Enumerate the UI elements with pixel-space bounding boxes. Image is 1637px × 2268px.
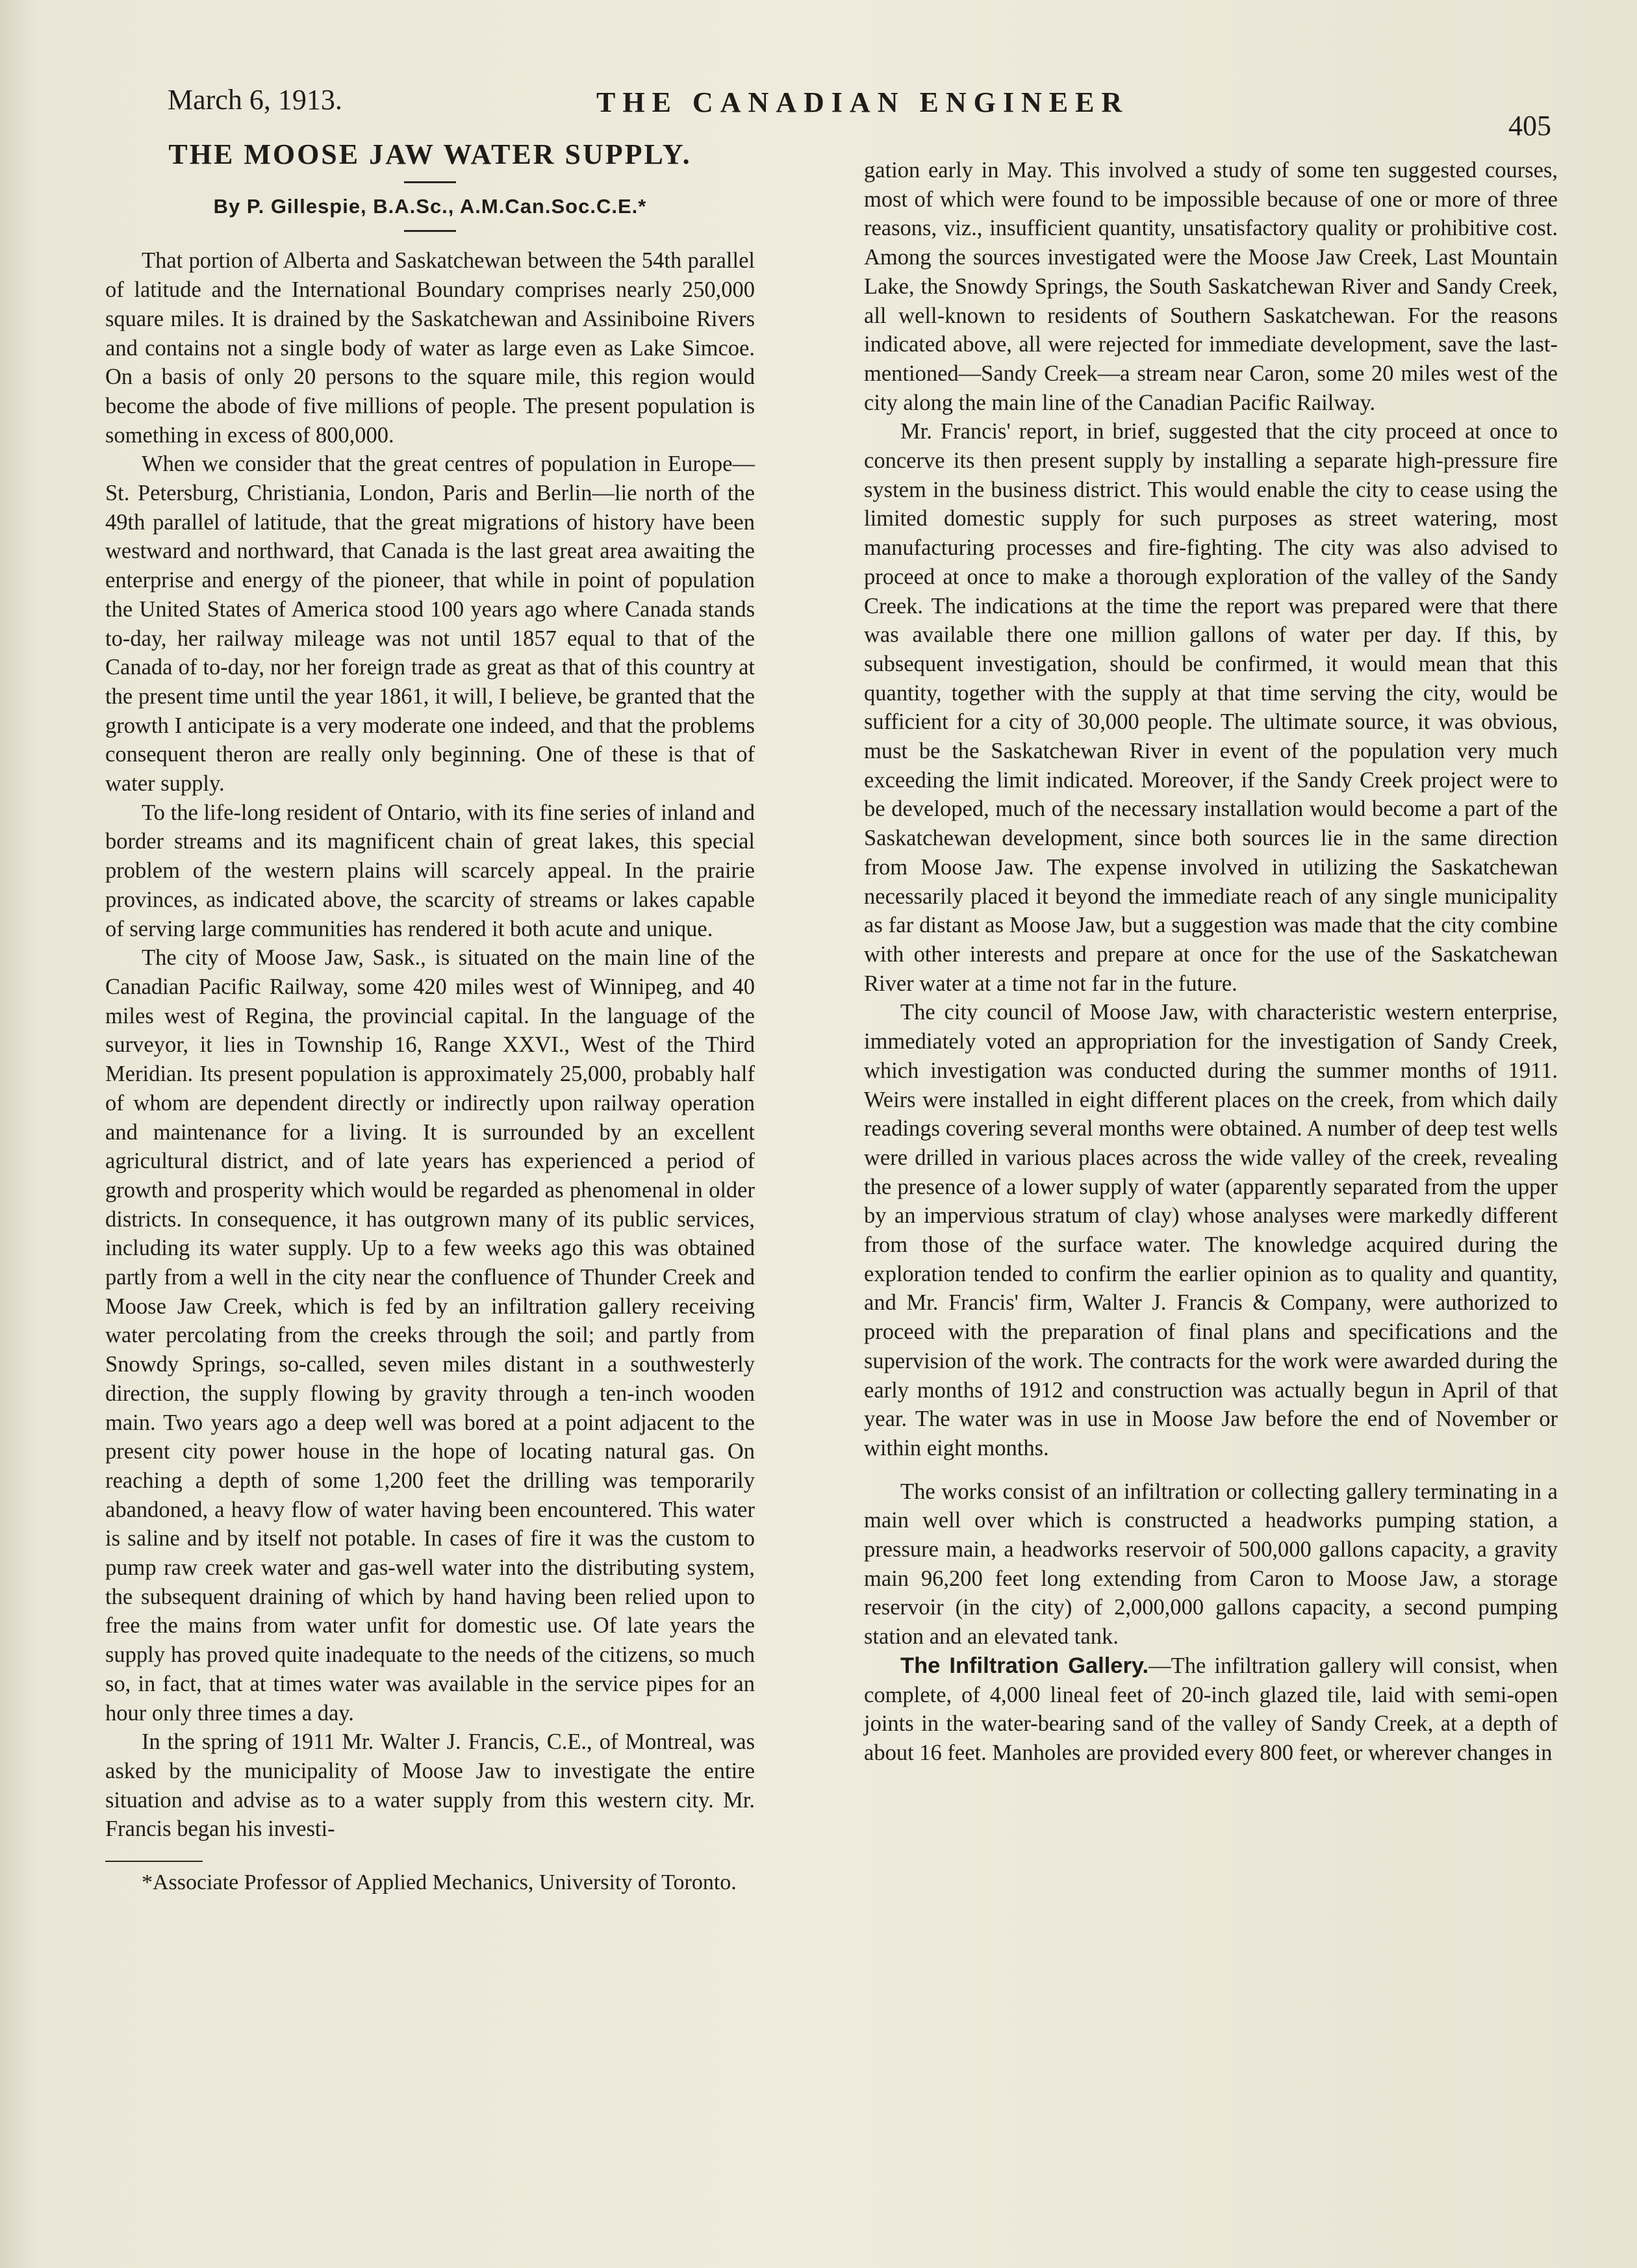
section-heading: The Infiltration Gallery.: [900, 1653, 1149, 1678]
footnote: *Associate Professor of Applied Mechanics, University of Toronto.: [142, 1870, 737, 1895]
paragraph: gation early in May. This involved a study of some ten suggested courses, most of which were found to be impossible because of one or more of three reasons, viz., insufficient quantity, unsatisfactory quality or prohibitive cost. Among the sources investigated were the Moose Jaw Creek, Last Mountain Lake, the Snowdy Springs, the South Saskatchewan River and Sandy Creek, all well-known to residents of Southern Saskatchewan. For the reasons indicated above, all were rejected for immediate development, save the last-mentioned—Sandy Creek—a stream near Caron, some 20 miles west of the city along the main line of the Canadian Pacific Railway.: [864, 158, 1558, 415]
page-number: 405: [1508, 110, 1551, 142]
journal-title: THE CANADIAN ENGINEER: [596, 86, 1130, 118]
paragraph: The city of Moose Jaw, Sask., is situated on the main line of the Canadian Pacific Railway, some 420 miles west of Winnipeg, and 40 miles west of Regina, the provincial capital. In the language of the surveyor, it lies in Township 16, Range XXVI., West of the Third Meridian. Its present population is approximately 25,000, probably half of whom are dependent directly or indirectly upon railway operation and maintenance for a living. It is surrounded by an excellent agricultural district, and of late years has experienced a period of growth and prosperity which would be regarded as phenomenal in older districts. In consequence, it has outgrown many of its public services, including its water supply. Up to a few weeks ago this was obtained partly from a well in the city near the confluence of Thunder Creek and Moose Jaw Creek, which is fed by an infiltration gallery receiving water percolating from the creeks through the soil; and partly from Snowdy Springs, so-called, seven miles distant in a southwesterly direction, the supply flowing by gravity through a ten-inch wooden main. Two years ago a deep well was bored at a point adjacent to the present city power house in the hope of locating natural gas. On reaching a depth of some 1,200 feet the drilling was temporarily abandoned, a heavy flow of water having been encountered. This water is saline and by itself not potable. In cases of fire it was the custom to pump raw creek water and gas-well water into the distributing system, the subsequent draining of which by hand having been relied upon to free the mains from water unfit for domestic use. Of late years the supply has proved quite inadequate to the needs of the citizens, so much so, in fact, that at times water was available in the service pipes for an hour only three times a day.: [105, 945, 755, 1726]
paragraph: The city council of Moose Jaw, with characteristic western enterprise, immediately voted an appropriation for the investigation of Sandy Creek, which investigation was conducted during the summer months of 1911. Weirs were installed in eight different places on the creek, from which daily readings covering several months were obtained. A number of deep test wells were drilled in various places across the wide valley of the creek, revealing the presence of a lower supply of water (apparently separated from the upper by an impervious stratum of clay) whose analyses were markedly different from those of the surface water. The knowledge acquired during the exploration tended to confirm the earlier opinion as to quality and quantity, and Mr. Francis' firm, Walter J. Francis & Company, were authorized to proceed with the preparation of final plans and specifications and the supervision of the work. The contracts for the work were awarded during the early months of 1912 and construction was actually begun in April of that year. The water was in use in Moose Jaw before the end of November or within eight months.: [864, 1000, 1558, 1460]
byline-rule: [404, 230, 456, 232]
paragraph: The works consist of an infiltration or collecting gallery terminating in a main well over which is constructed a headworks pumping station, a pressure main, a headworks reservoir of 500,000 gallons capacity, a gravity main 96,200 feet long extending from Caron to Moose Jaw, a storage reservoir (in the city) of 2,000,000 gallons capacity, a second pumping station and an elevated tank.: [864, 1479, 1558, 1650]
right-column: [864, 156, 1558, 1768]
footnote-rule: [105, 1861, 203, 1862]
byline: By P. Gillespie, B.A.Sc., A.M.Can.Soc.C.E.*: [213, 194, 647, 218]
paragraph: [864, 1651, 1558, 1768]
paragraph: When we consider that the great centres of population in Europe—St. Petersburg, Christiania, London, Paris and Berlin—lie north of the 49th parallel of latitude, that the great migrations of history have been westward and northward, that Canada is the last great area awaiting the enterprise and energy of the pioneer, that while in point of population the United States of America stood 100 years ago where Canada stands to-day, her railway mileage was not until 1857 equal to that of the Canada of to-day, nor her foreign trade as great as that of this country at the present time until the year 1861, it will, I believe, be granted that the growth I anticipate is a very moderate one indeed, and that the problems consequent theron are really only beginning. One of these is that of water supply.: [105, 452, 755, 796]
section-text: —The infiltration gallery will consist, when complete, of 4,000 lineal feet of 20-inch glazed tile, laid with semi-open joints in the water-bearing sand of the valley of Sandy Creek, at a depth of about 16 feet. Manholes are provided every 800 feet, or wherever changes in: [864, 1653, 1558, 1765]
left-column: [105, 136, 755, 1898]
paragraph: To the life-long resident of Ontario, with its fine series of inland and border streams and its magnificent chain of great lakes, this special problem of the western plains will scarcely appeal. In the prairie provinces, as indicated above, the scarcity of streams or lakes capable of serving large communities has rendered it both acute and unique.: [105, 800, 755, 941]
paragraph: That portion of Alberta and Saskatchewan between the 54th parallel of latitude and the International Boundary comprises nearly 250,000 square miles. It is drained by the Saskatchewan and Assiniboine Rivers and contains not a single body of water as large even as Lake Simcoe. On a basis of only 20 persons to the square mile, this region would become the abode of five millions of people. The present population is something in excess of 800,000.: [105, 248, 755, 448]
title-rule: [404, 181, 456, 183]
running-head: [168, 83, 1551, 142]
article-title: THE MOOSE JAW WATER SUPPLY.: [168, 138, 692, 170]
paragraph: In the spring of 1911 Mr. Walter J. Francis, C.E., of Montreal, was asked by the municipality of Moose Jaw to investigate the entire situation and advise as to a water supply from this western city. Mr. Francis began his investi-: [105, 1729, 755, 1842]
paragraph: Mr. Francis' report, in brief, suggested that the city proceed at once to concerve its then present supply by installing a separate high-pressure fire system in the business district. This would enable the city to cease using the limited domestic supply for such purposes as street watering, most manufacturing processes and fire-fighting. The city was also advised to proceed at once to make a thorough exploration of the valley of the Sandy Creek. The indications at the time the report was prepared were that there was available there one million gallons of water per day. If this, by subsequent investigation, should be confirmed, it would mean that this quantity, together with the supply at that time serving the city, would be sufficient for a city of 30,000 people. The ultimate source, it was obvious, must be the Saskatchewan River in event of the population very much exceeding the limit indicated. Moreover, if the Sandy Creek project were to be developed, much of the necessary installation would become a part of the Saskatchewan development, since both sources lie in the same direction from Moose Jaw. The expense involved in utilizing the Saskatchewan necessarily placed it beyond the immediate reach of any single municipality as far distant as Moose Jaw, but a suggestion was made that the city combine with other interests and prepare at once for the use of the Saskatchewan River water at a time not far in the future.: [864, 419, 1558, 996]
issue-date: March 6, 1913.: [168, 84, 342, 116]
